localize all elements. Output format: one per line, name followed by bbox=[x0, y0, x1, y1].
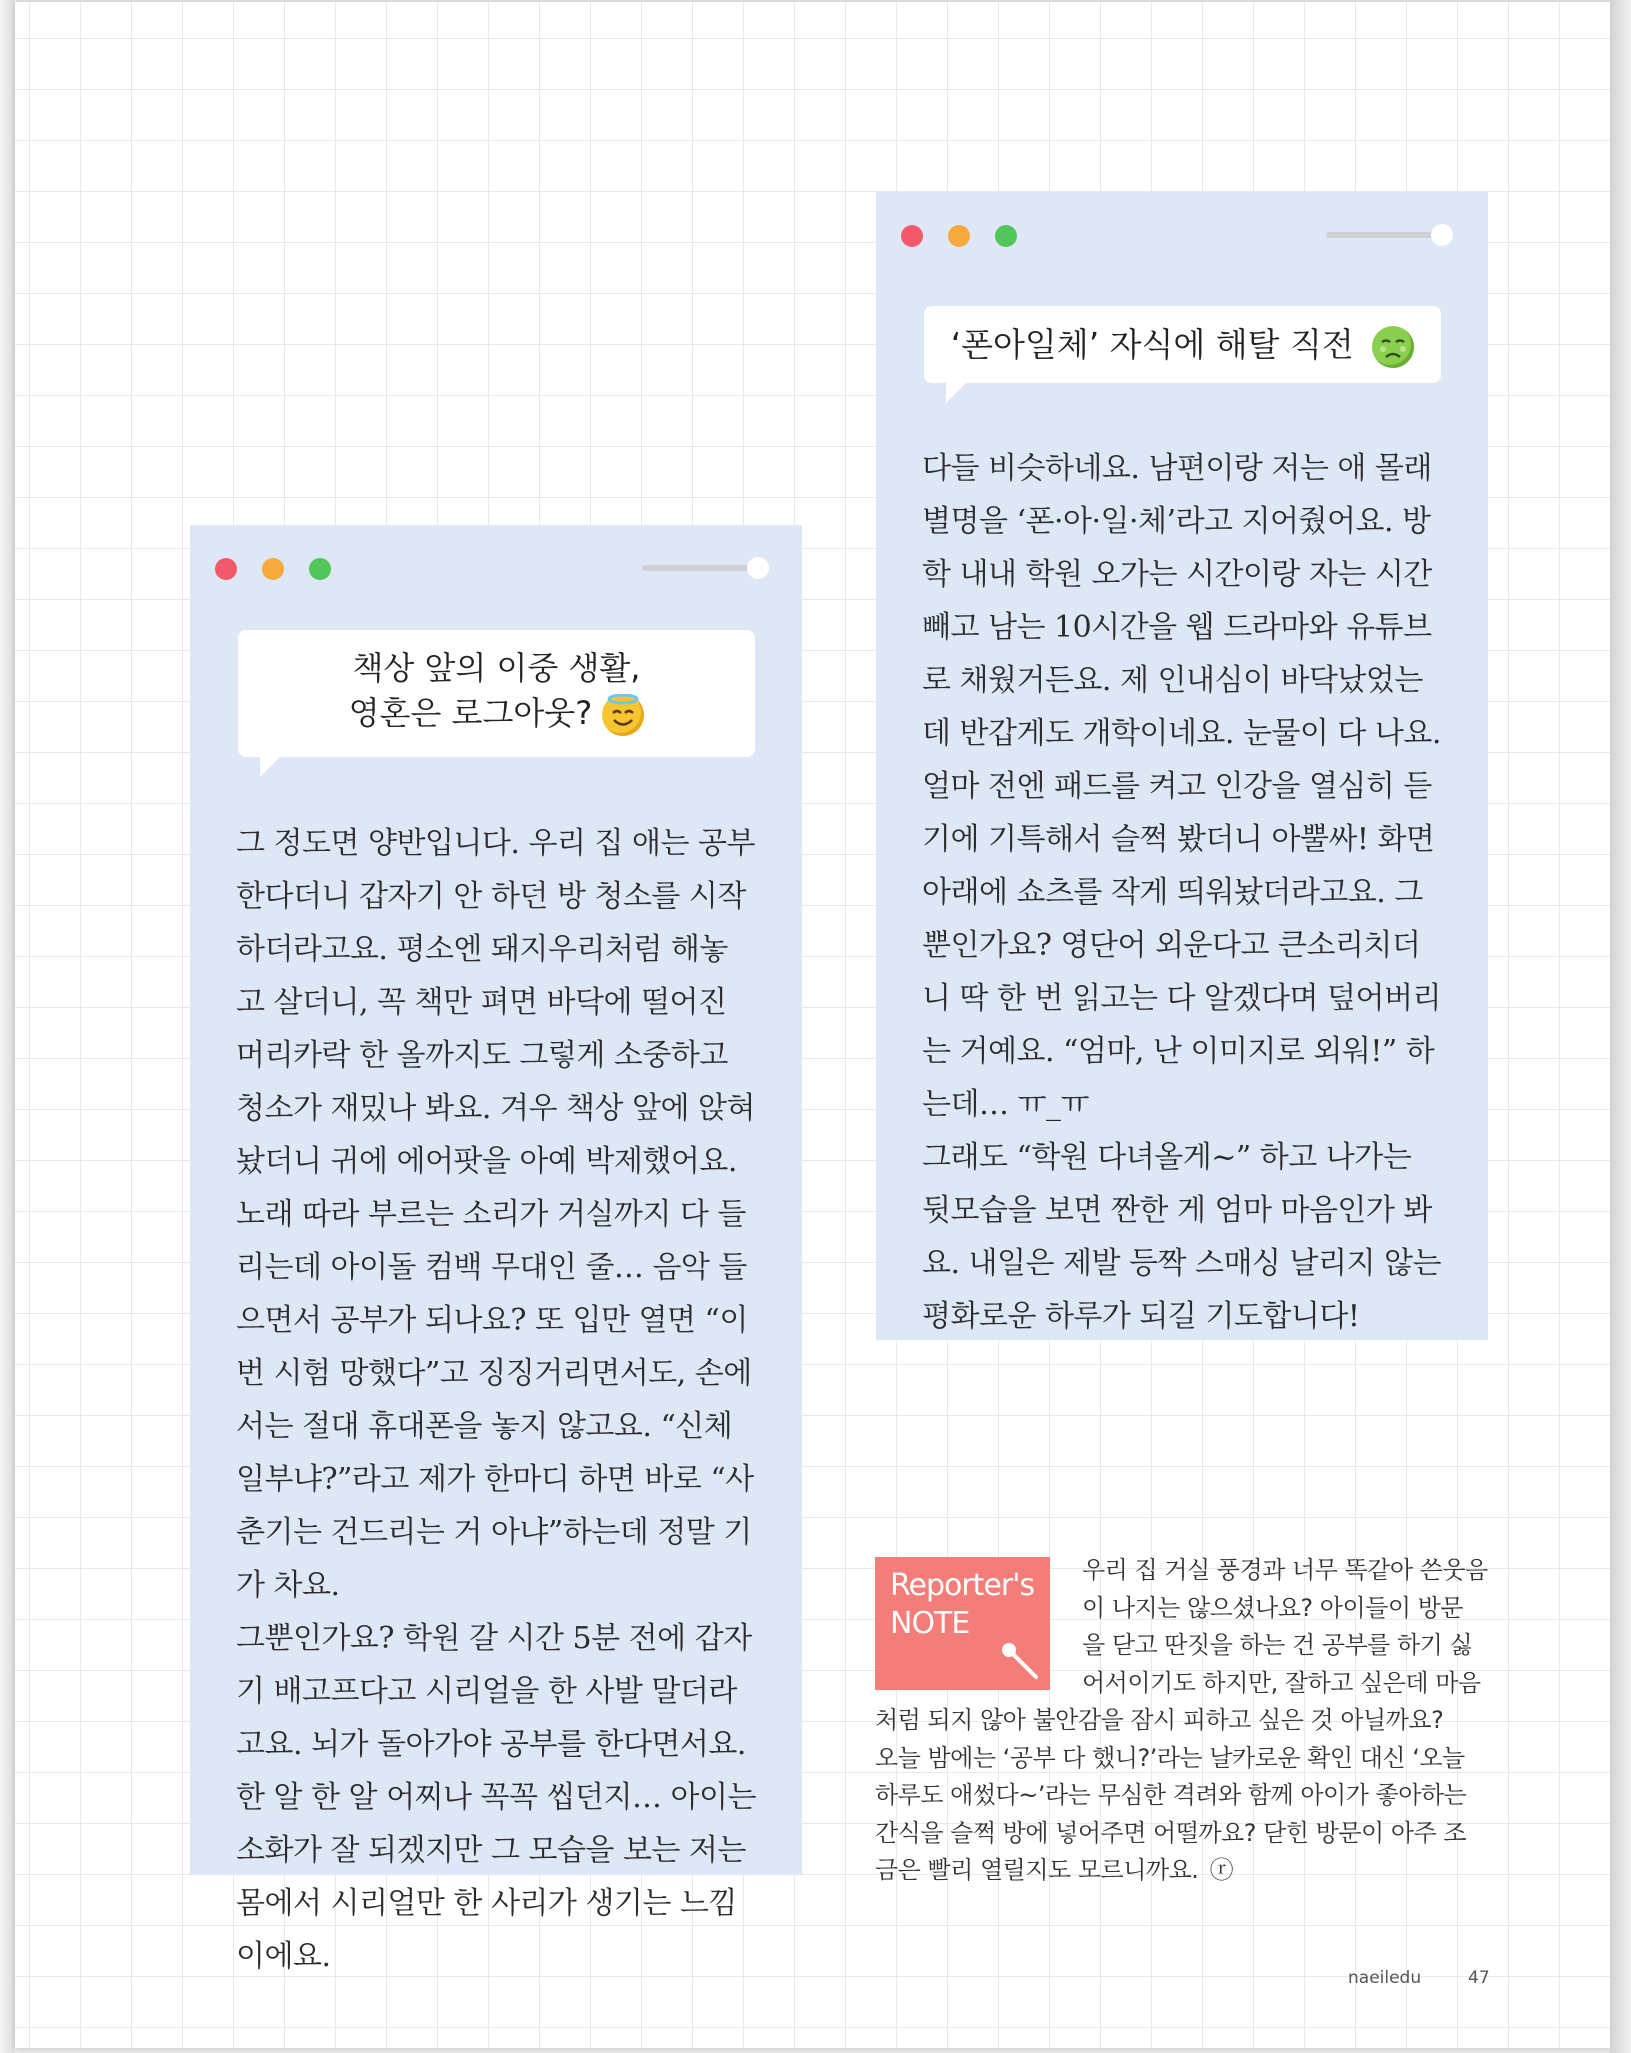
note-line: 이 나지는 않으셨나요? 아이들이 방문 bbox=[1082, 1593, 1464, 1622]
end-mark-icon: ⓡ bbox=[1209, 1856, 1234, 1884]
left-heading-line1: 책상 앞의 이중 생활, bbox=[352, 649, 641, 687]
yellow-dot-icon bbox=[948, 225, 970, 247]
note-line: 하루도 애썼다~’라는 무심한 격려와 함께 아이가 좋아하는 bbox=[875, 1781, 1467, 1809]
note-line: 간식을 슬쩍 방에 넣어주면 어떨까요? 닫힌 방문이 아주 조 bbox=[875, 1818, 1466, 1847]
reporters-note-badge bbox=[875, 1557, 1050, 1690]
left-story-text bbox=[236, 817, 756, 1983]
right-bubble-tail bbox=[946, 383, 966, 403]
scrollbar-knob bbox=[1431, 224, 1453, 246]
window-dots bbox=[215, 558, 331, 580]
left-bubble-tail bbox=[260, 757, 280, 777]
right-story-text bbox=[922, 442, 1444, 1343]
right-story-paragraph-3: 그래도 “학원 다녀올게~” 하고 나가는 뒷모습을 보면 짠한 게 엄마 마음인가 봐요. 내일은 제발 등짝 스매싱 날리지 않는 평화로운 하루가 되길 기도합니다! bbox=[922, 1140, 1441, 1334]
reporters-note-label-line2: NOTE bbox=[890, 1606, 970, 1641]
scrollbar-track bbox=[1326, 232, 1438, 238]
footer-brand: naeiledu bbox=[1348, 1968, 1422, 1988]
right-heading: ‘폰아일체’ 자식에 해탈 직전 bbox=[950, 325, 1354, 364]
reporters-note-label-line1: Reporter's bbox=[890, 1568, 1035, 1603]
page-edge bbox=[1610, 0, 1631, 2053]
scrollbar-knob bbox=[747, 557, 769, 579]
nauseated-face-emoji-icon bbox=[1372, 326, 1414, 368]
note-line: 우리 집 거실 풍경과 너무 똑같아 쓴웃음 bbox=[1082, 1556, 1488, 1584]
scrollbar-track bbox=[642, 565, 754, 571]
left-chat-card bbox=[190, 525, 802, 1974]
note-line: 어서이기도 하지만, 잘하고 싶은데 마음 bbox=[1082, 1668, 1481, 1697]
book-spine bbox=[0, 0, 14, 2053]
right-heading-bubble bbox=[924, 306, 1441, 383]
note-line: 을 닫고 딴짓을 하는 건 공부를 하기 싫 bbox=[1082, 1631, 1473, 1659]
reporters-note-wrap-lines bbox=[1082, 1552, 1502, 1702]
window-dots bbox=[901, 225, 1017, 247]
note-line: 오늘 밤에는 ‘공부 다 했니?’라는 날카로운 확인 대신 ‘오늘 bbox=[875, 1743, 1465, 1772]
note-line: 처럼 되지 않아 불안감을 잠시 피하고 싶은 것 아닐까요? bbox=[875, 1706, 1444, 1734]
left-heading-line2: 영혼은 로그아웃? bbox=[348, 694, 593, 732]
pin-icon bbox=[998, 1639, 1048, 1689]
page-number: 47 bbox=[1468, 1968, 1490, 1988]
green-dot-icon bbox=[309, 558, 331, 580]
reporters-note-label bbox=[890, 1567, 1034, 1643]
right-chat-card bbox=[876, 192, 1488, 1340]
green-dot-icon bbox=[995, 225, 1017, 247]
right-story-paragraph-2: 얼마 전엔 패드를 켜고 인강을 열심히 듣기에 기특해서 슬쩍 봤더니 아뿔싸! 화면 아래에 쇼츠를 작게 띄워놨더라고요. 그뿐인가요? 영단어 외운다고 큰소리치더니 딱 한 번 읽고는 다 알겠다며 덮어버리는 거예요. “엄마, 난 이미지로 외워!” 하는데… ㅠ_ㅠ bbox=[922, 769, 1441, 1122]
note-line: 금은 빨리 열릴지도 모르니까요. bbox=[875, 1856, 1199, 1884]
left-story-paragraph-2: 그뿐인가요? 학원 갈 시간 5분 전에 갑자기 배고프다고 시리얼을 한 사발 말더라고요. 뇌가 돌아가야 공부를 한다면서요. 한 알 한 알 어찌나 꼭꼭 씹던지… 아이는 소화가 잘 되겠지만 그 모습을 보는 저는 몸에서 시리얼만 한 사리가 생기는 느낌이에요. bbox=[236, 1621, 756, 1974]
red-dot-icon bbox=[215, 558, 237, 580]
yellow-dot-icon bbox=[262, 558, 284, 580]
reporters-note-full-lines bbox=[875, 1702, 1495, 1890]
left-story-paragraph-1: 그 정도면 양반입니다. 우리 집 애는 공부한다더니 갑자기 안 하던 방 청소를 시작하더라고요. 평소엔 돼지우리처럼 해놓고 살더니, 꼭 책만 펴면 바닥에 떨어진 머리카락 한 올까지도 그렇게 소중하고 청소가 재밌나 봐요. 겨우 책상 앞에 앉혀놨더니 귀에 에어팟을 아예 박제했어요. 노래 따라 부르는 소리가 거실까지 다 들리는데 아이돌 컴백 무대인 줄… 음악 들으면서 공부가 되나요? 또 입만 열면 “이번 시험 망했다”고 징징거리면서도, 손에서는 절대 휴대폰을 놓지 않고요. “신체 일부냐?”라고 제가 한마디 하면 바로 “사춘기는 건드리는 거 아냐”하는데 정말 기가 차요. bbox=[236, 826, 755, 1603]
halo-smile-emoji-icon bbox=[602, 694, 644, 736]
red-dot-icon bbox=[901, 225, 923, 247]
left-heading-bubble bbox=[238, 630, 755, 757]
right-story-paragraph-1: 다들 비슷하네요. 남편이랑 저는 애 몰래 별명을 ‘폰·아·일·체’라고 지어줬어요. 방학 내내 학원 오가는 시간이랑 자는 시간 빼고 남는 10시간을 웹 드라마와 유튜브로 채웠거든요. 제 인내심이 바닥났었는데 반갑게도 개학이네요. 눈물이 다 나요. bbox=[922, 451, 1441, 751]
